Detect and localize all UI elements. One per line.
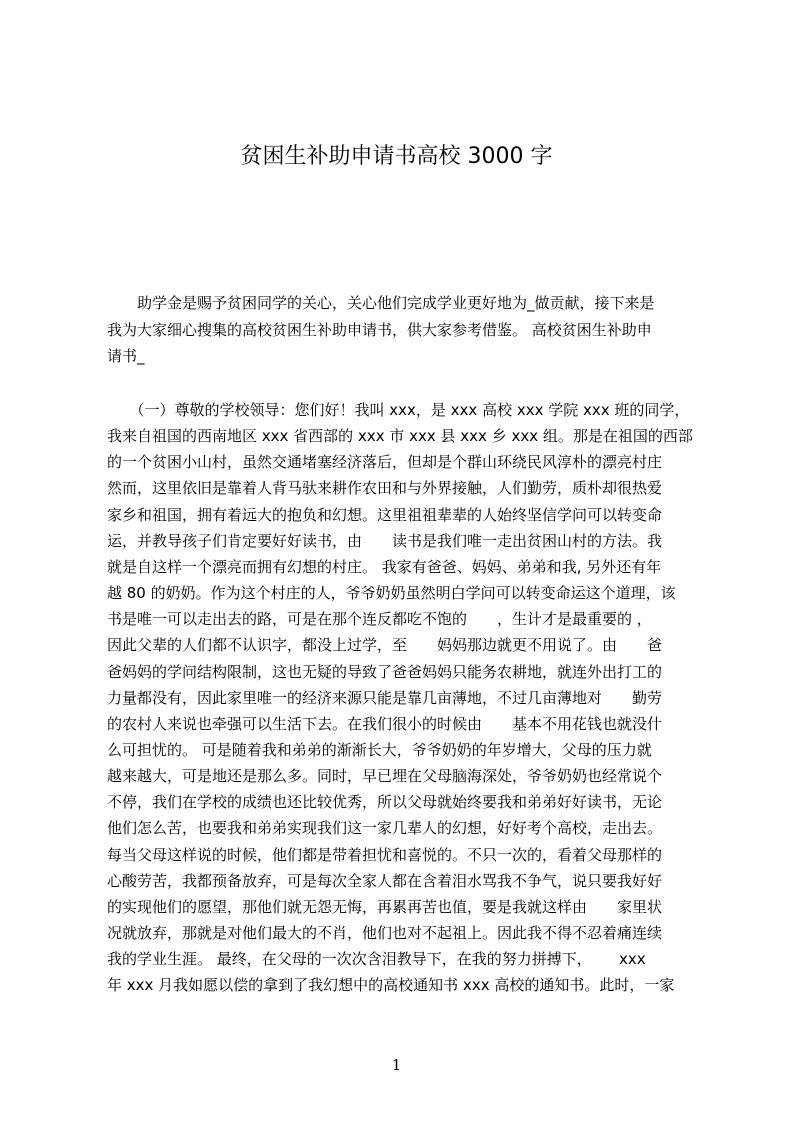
text-line: 的农村人来说也牵强可以生活下去。在我们很小的时候由 基本不用花钱也就没什 — [107, 715, 663, 733]
text-line: （一）尊敬的学校领导：您们好！我叫 xxx，是 xxx 高校 xxx 学院 xxx 班的同学， — [107, 401, 690, 419]
text-line: 年 xxx 月我如愿以偿的拿到了我幻想中的高校通知书 xxx 高校的通知书。此时，一家 — [107, 976, 675, 994]
text-line: 他们怎么苦，也要我和弟弟实现我们这一家几辈人的幻想，好好考个高校，走出去。 — [107, 819, 663, 837]
text-line: 况就放弃，那就是对他们最大的不肖，他们也对不起祖上。因此我不得不忍着痛连续 — [107, 924, 663, 942]
text-line: 的一个贫困小山村，虽然交通堵塞经济落后，但却是个群山环绕民风淳朴的漂亮村庄 — [107, 453, 663, 471]
document-title: 贫困生补助申请书高校 3000 字 — [240, 144, 553, 169]
text-line: 我来自祖国的西南地区 xxx 省西部的 xxx 市 xxx 县 xxx 乡 xxx 组。那是在祖国的西部 — [107, 427, 693, 445]
text-line: 然而，这里依旧是靠着人背马驮来耕作农田和与外界接触，人们勤劳，质朴却很热爱 — [107, 479, 663, 497]
text-line: 书是唯一可以走出去的路，可是在那个连反都吃不饱的 ，生计才是最重要的 ， — [107, 610, 652, 628]
text-line: 请书_ — [107, 347, 145, 365]
text-line: 的实现他们的愿望，那他们就无怨无悔，再累再苦也值，要是我就这样由 家里状 — [107, 898, 663, 916]
text-line: 我的学业生涯。 最终，在父母的一次次含泪教导下，在我的努力拼搏下， xxx — [107, 950, 646, 968]
text-line: 我为大家细心搜集的高校贫困生补助申请书，供大家参考借鉴。 高校贫困生补助申 — [107, 321, 652, 339]
text-line: 运，并教导孩子们肯定要好好读书，由 读书是我们唯一走出贫困山村的方法。我 — [107, 532, 663, 550]
page-number: 1 — [391, 1056, 402, 1074]
text-line: 么可担忧的。 可是随着我和弟弟的渐渐长大，爷爷奶奶的年岁增大，父母的压力就 — [107, 741, 652, 759]
text-line: 力量都没有，因此家里唯一的经济来源只能是靠几亩薄地，不过几亩薄地对 勤劳 — [107, 689, 663, 707]
text-line: 越 80 的奶奶。作为这个村庄的人，爷爷奶奶虽然明白学问可以转变命运这个道理，该 — [107, 584, 676, 602]
text-line: 因此父辈的人们都不认识字，都没上过学，至 妈妈那边就更不用说了。由 爸 — [107, 636, 663, 654]
text-line: 每当父母这样说的时候，他们都是带着担忧和喜悦的。不只一次的，看着父母那样的 — [107, 846, 663, 864]
text-line: 心酸劳苦，我都预备放弃，可是每次全家人都在含着泪水骂我不争气，说只要我好好 — [107, 872, 663, 890]
text-line: 就是自这样一个漂亮而拥有幻想的村庄。 我家有爸爸、妈妈、弟弟和我, 另外还有年 — [107, 558, 662, 576]
text-line: 助学金是赐予贫困同学的关心，关心他们完成学业更好地为_做贡献，接下来是 — [107, 294, 655, 312]
text-line: 家乡和祖国，拥有着远大的抱负和幻想。这里祖祖辈辈的人始终坚信学问可以转变命 — [107, 506, 663, 524]
text-line: 爸妈妈的学问结构限制，这也无疑的导致了爸爸妈妈只能务农耕地，就连外出打工的 — [107, 663, 663, 681]
text-line: 不停，我们在学校的成绩也还比较优秀，所以父母就始终要我和弟弟好好读书，无论 — [107, 793, 663, 811]
text-line: 越来越大，可是地还是那么多。同时，早已埋在父母脑海深处，爷爷奶奶也经常说个 — [107, 767, 663, 785]
